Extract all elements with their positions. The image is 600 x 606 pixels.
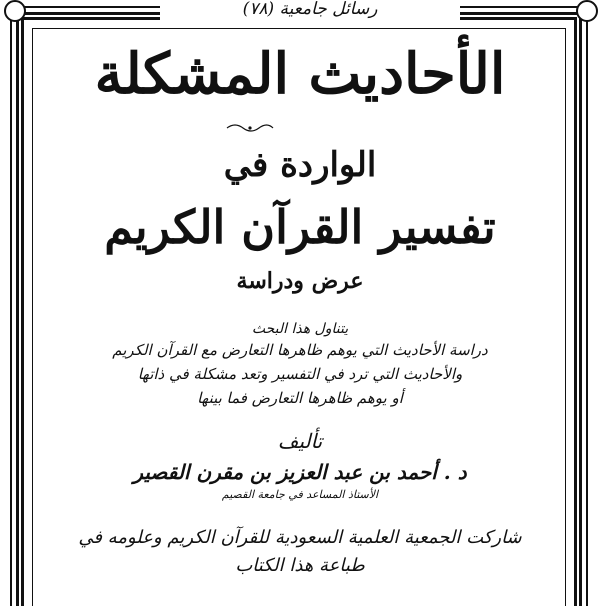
frame-corner-ornament (576, 0, 598, 22)
participation-note-2: طباعة هذا الكتاب (235, 555, 365, 576)
description-line: دراسة الأحاديث التي يوهم ظاهرها التعارض مع القرآن الكريم (112, 341, 488, 359)
description-line: والأحاديث التي ترد في التفسير وتعد مشكلة في ذاتها (137, 365, 463, 383)
title-ornament-icon (225, 121, 275, 135)
author-affiliation: الأستاذ المساعد في جامعة القصيم (221, 488, 379, 501)
author-name: د . أحمد بن عبد العزيز بن مقرن القصير (133, 460, 467, 484)
cover-content (40, 0, 560, 600)
description-intro: يتناول هذا البحث (251, 321, 349, 337)
book-subtitle-1: الواردة في (223, 145, 377, 185)
series-label: رسائل جامعية (٧٨) (160, 0, 460, 22)
book-title: الأحاديث المشكلة (94, 41, 506, 107)
description-line: أو يوهم ظاهرها التعارض فما بينها (197, 389, 403, 407)
book-subtitle-3: عرض ودراسة (236, 268, 364, 294)
participation-note: شاركت الجمعية العلمية السعودية للقرآن الكريم وعلومه في (78, 527, 522, 548)
book-subtitle-2: تفسير القرآن الكريم (104, 200, 496, 254)
frame-corner-ornament (4, 0, 26, 22)
author-label: تأليف (277, 429, 323, 453)
